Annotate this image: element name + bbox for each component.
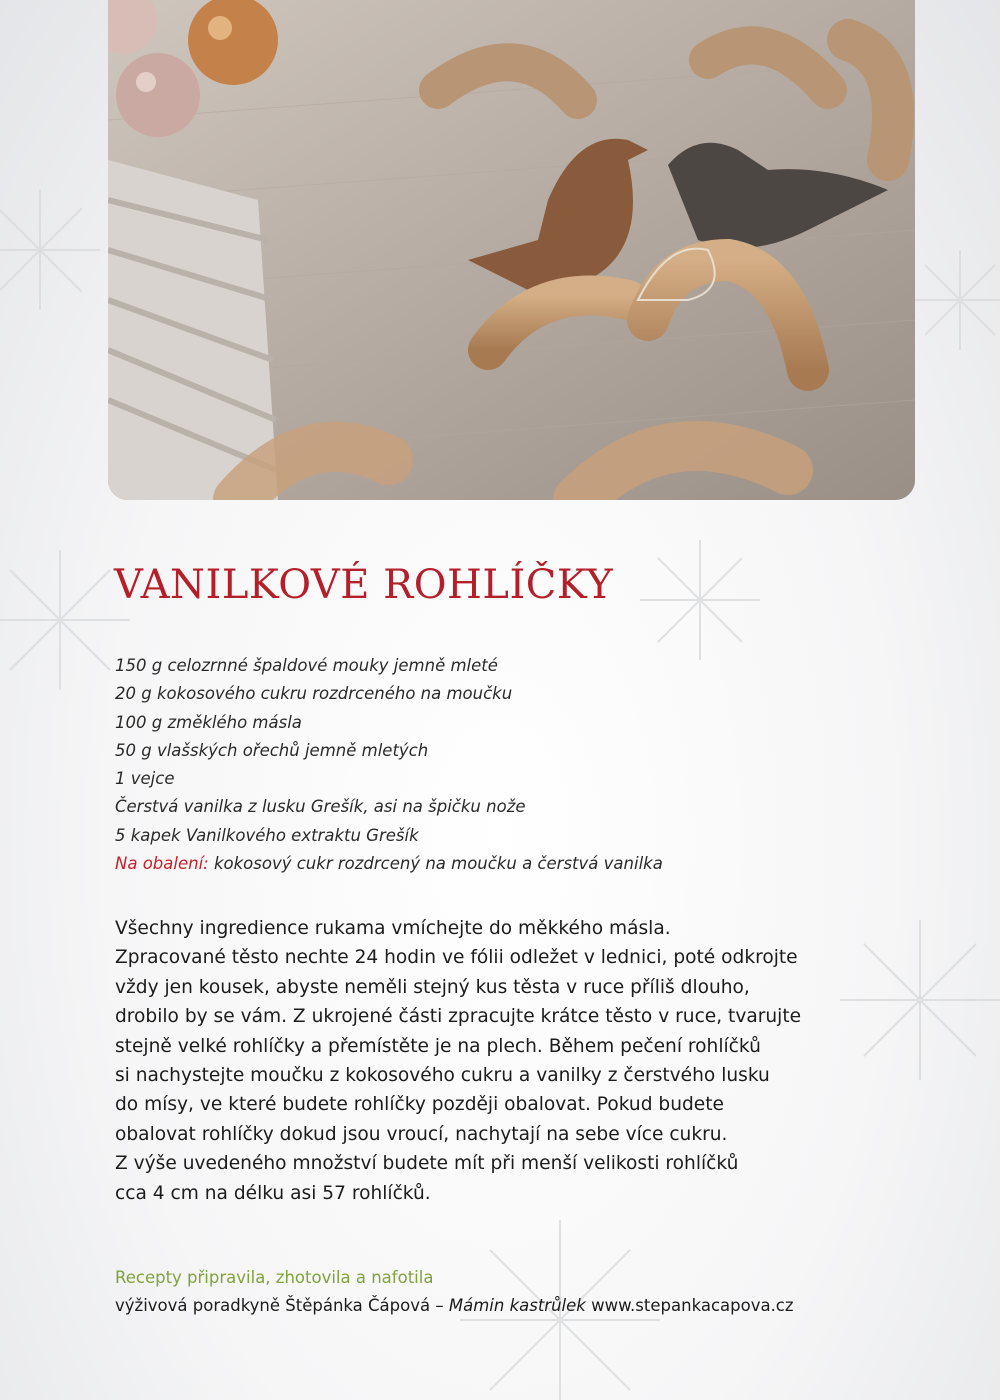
directions-line: Všechny ingredience rukama vmíchejte do měkkého másla. bbox=[115, 918, 671, 939]
ingredient-item: 20 g kokosového cukru rozdrceného na moučku bbox=[115, 684, 513, 704]
coating-text: kokosový cukr rozdrcený na moučku a čerstvá vanilka bbox=[208, 854, 663, 874]
ingredient-item: 1 vejce bbox=[115, 769, 175, 789]
recipe-title: VANILKOVÉ ROHLÍČKY bbox=[114, 562, 614, 608]
directions-line: vždy jen kousek, abyste neměli stejný kus těsta v ruce příliš dlouho, bbox=[115, 976, 750, 998]
directions-line: drobilo by se vám. Z ukrojené části zpracujte krátce těsto v ruce, tvarujte bbox=[115, 1006, 802, 1028]
recipe-photo bbox=[108, 0, 915, 500]
directions-line: Z výše uvedeného množství budete mít při menší velikosti rohlíčků bbox=[115, 1153, 739, 1175]
credits-author: výživová poradkyně Štěpánka Čápová – bbox=[115, 1296, 449, 1315]
coating-label: Na obalení: bbox=[115, 854, 209, 874]
directions-line: Zpracované těsto nechte 24 hodin ve fólii odležet v lednici, poté odkrojte bbox=[115, 947, 798, 969]
credits bbox=[115, 1264, 794, 1320]
credits-author-line bbox=[115, 1292, 794, 1320]
vanilla-crescents-photo-icon bbox=[108, 0, 915, 500]
directions-line: stejně velké rohlíčky a přemístěte je na plech. Během pečení rohlíčků bbox=[115, 1035, 761, 1057]
directions-line: cca 4 cm na délku asi 57 rohlíčků. bbox=[115, 1182, 431, 1204]
coating-item bbox=[115, 850, 663, 878]
credits-brand: Mámin kastrůlek bbox=[448, 1296, 586, 1315]
ingredient-item: 5 kapek Vanilkového extraktu Grešík bbox=[115, 825, 419, 845]
directions-line: do mísy, ve které budete rohlíčky později obalovat. Pokud budete bbox=[115, 1094, 724, 1116]
ingredients-list bbox=[115, 652, 663, 878]
ingredient-item: 50 g vlašských ořechů jemně mletých bbox=[115, 740, 429, 760]
ingredient-item: 100 g změklého másla bbox=[115, 712, 302, 732]
credits-heading: Recepty připravila, zhotovila a nafotila bbox=[115, 1268, 434, 1287]
directions-line: obalovat rohlíčky dokud jsou vroucí, nachytají na sebe více cukru. bbox=[115, 1123, 728, 1145]
directions bbox=[115, 914, 915, 1208]
ingredient-item: 150 g celozrnné špaldové mouky jemně mleté bbox=[115, 656, 498, 675]
directions-line: si nachystejte moučku z kokosového cukru a vanilky z čerstvého lusku bbox=[115, 1065, 770, 1087]
credits-website-link[interactable]: www.stepankacapova.cz bbox=[585, 1296, 794, 1315]
ingredient-item: Čerstvá vanilka z lusku Grešík, asi na špičku nože bbox=[115, 797, 526, 817]
